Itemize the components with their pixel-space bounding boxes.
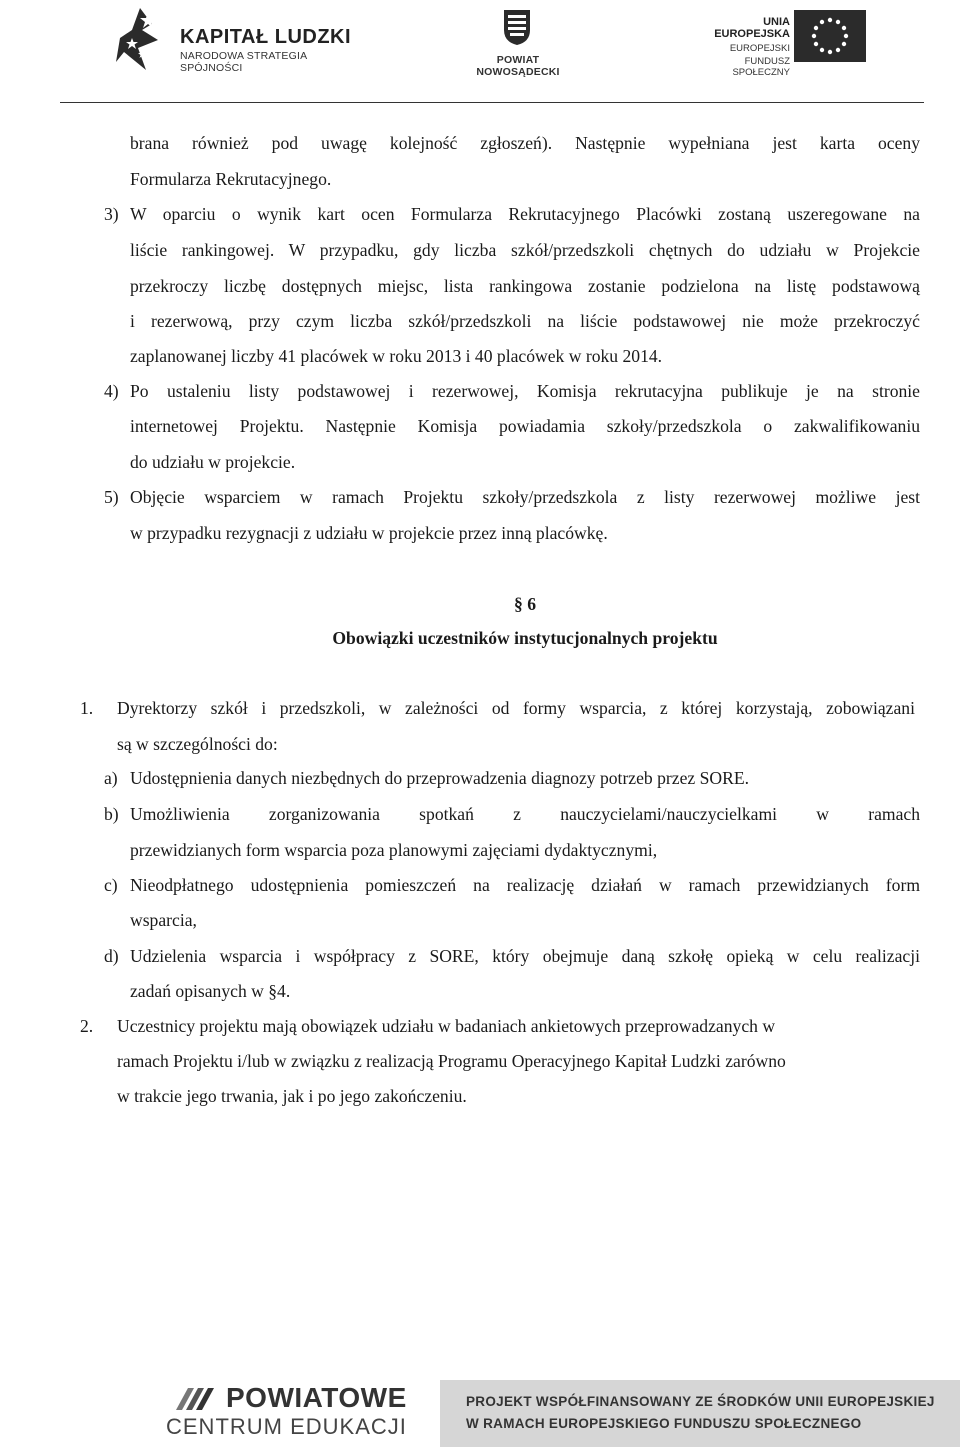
- eu-flag-icon: [794, 10, 866, 62]
- header-divider: [60, 102, 924, 103]
- list-item-line: Uczestnicy projektu mają obowiązek udziału w badaniach ankietowych przeprowadzanych w: [117, 1016, 776, 1036]
- paragraph-line: brana również pod uwagę kolejność zgłoszeń). Następnie wypełniana jest karta oceny: [130, 133, 920, 153]
- list-item-line: Nieodpłatnego udostępnienia pomieszczeń na realizację działań w ramach przewidzianych form: [130, 875, 920, 895]
- pce-logo-line1: POWIATOWE: [226, 1382, 407, 1413]
- list-number: 4): [104, 381, 119, 401]
- list-item-line: przekroczy liczbę dostępnych miejsc, lista rankingowa zostanie podzielona na listę podstawową: [130, 276, 920, 296]
- ue-logo-line1: UNIA EUROPEJSKA: [714, 16, 790, 40]
- section-title: Obowiązki uczestników instytucjonalnych projektu: [332, 628, 718, 648]
- list-item-line: w przypadku rezygnacji z udziału w projekcie przez inną placówkę.: [130, 523, 608, 543]
- books-icon: [174, 1384, 220, 1412]
- kapital-ludzki-title: KAPITAŁ LUDZKI: [180, 26, 352, 48]
- eu-banner-line2: W RAMACH EUROPEJSKIEGO FUNDUSZU SPOŁECZNEGO: [466, 1416, 862, 1431]
- list-number: 5): [104, 487, 119, 507]
- kapital-ludzki-logo: [112, 4, 352, 74]
- list-number: 3): [104, 204, 119, 224]
- list-number: 1.: [80, 698, 94, 718]
- list-letter: d): [104, 946, 119, 966]
- list-item-line: liście rankingowej. W przypadku, gdy liczba szkół/przedszkoli chętnych do udziału w Projekcie: [130, 240, 920, 260]
- list-item-line: Objęcie wsparciem w ramach Projektu szkoły/przedszkola z listy rezerwowej możliwe jest: [130, 487, 920, 507]
- list-item-line: do udziału w projekcie.: [130, 452, 296, 472]
- unia-europejska-logo: [690, 10, 870, 78]
- list-letter: a): [104, 768, 118, 788]
- ue-logo-line3: FUNDUSZ SPOŁECZNY: [732, 56, 790, 78]
- kapital-ludzki-emblem-icon: [112, 4, 176, 74]
- paragraph-line: Formularza Rekrutacyjnego.: [130, 169, 332, 189]
- list-item-line: W oparciu o wynik kart ocen Formularza Rekrutacyjnego Placówki zostaną uszeregowane na: [130, 204, 920, 224]
- powiatowe-centrum-edukacji-logo: [164, 1380, 424, 1442]
- list-item-line: Dyrektorzy szkół i przedszkoli, w zależności od formy wsparcia, z której korzystają, zobowiązani: [117, 698, 915, 718]
- list-item-line: przewidzianych form wsparcia poza planowymi zajęciami dydaktycznymi,: [130, 840, 658, 860]
- ue-logo-line2: EUROPEJSKI: [729, 43, 790, 54]
- list-item-line: Po ustaleniu listy podstawowej i rezerwowej, Komisja rekrutacyjna publikuje je na stronie: [130, 381, 920, 401]
- powiat-nowosadecki-name: POWIAT NOWOSĄDECKI: [476, 54, 560, 78]
- list-letter: b): [104, 804, 119, 824]
- list-item-line: internetowej Projektu. Następnie Komisja powiadamia szkoły/przedszkola o zakwalifikowaniu: [130, 416, 920, 436]
- list-item-line: Umożliwienia zorganizowania spotkań z nauczycielami/nauczycielkami w ramach: [130, 804, 920, 824]
- page-footer: [0, 1380, 960, 1447]
- list-item-line: Udostępnienia danych niezbędnych do przeprowadzenia diagnozy potrzeb przez SORE.: [130, 768, 749, 788]
- section-number: § 6: [514, 594, 536, 614]
- list-item-line: w trakcie jego trwania, jak i po jego zakończeniu.: [117, 1086, 467, 1106]
- pce-logo-line2: CENTRUM EDUKACJI: [166, 1414, 407, 1439]
- list-item-line: wsparcia,: [130, 910, 197, 930]
- eu-funding-banner: [440, 1380, 960, 1447]
- eu-banner-line1: PROJEKT WSPÓŁFINANSOWANY ZE ŚRODKÓW UNII EUROPEJSKIEJ: [466, 1394, 935, 1409]
- list-number: 2.: [80, 1016, 94, 1036]
- list-item-line: ramach Projektu i/lub w związku z realizacją Programu Operacyjnego Kapitał Ludzki zarówno: [117, 1051, 786, 1071]
- list-item-line: zadań opisanych w §4.: [130, 981, 291, 1001]
- page-header: [0, 0, 960, 104]
- powiat-crest-icon: [502, 8, 532, 46]
- ue-logo-text: [690, 16, 790, 78]
- powiat-nowosadecki-logo: [458, 8, 578, 78]
- kapital-ludzki-subtitle: NARODOWA STRATEGIA SPÓJNOŚCI: [180, 50, 307, 74]
- list-item-line: i rezerwową, przy czym liczba szkół/przedszkoli na liście podstawowej nie może przekroczyć: [130, 311, 920, 331]
- list-item-line: są w szczególności do:: [117, 734, 278, 754]
- list-item-line: zaplanowanej liczby 41 placówek w roku 2013 i 40 placówek w roku 2014.: [130, 346, 663, 366]
- list-letter: c): [104, 875, 118, 895]
- list-item-line: Udzielenia wsparcia i współpracy z SORE, który obejmuje daną szkołę opieką w celu realizacji: [130, 946, 920, 966]
